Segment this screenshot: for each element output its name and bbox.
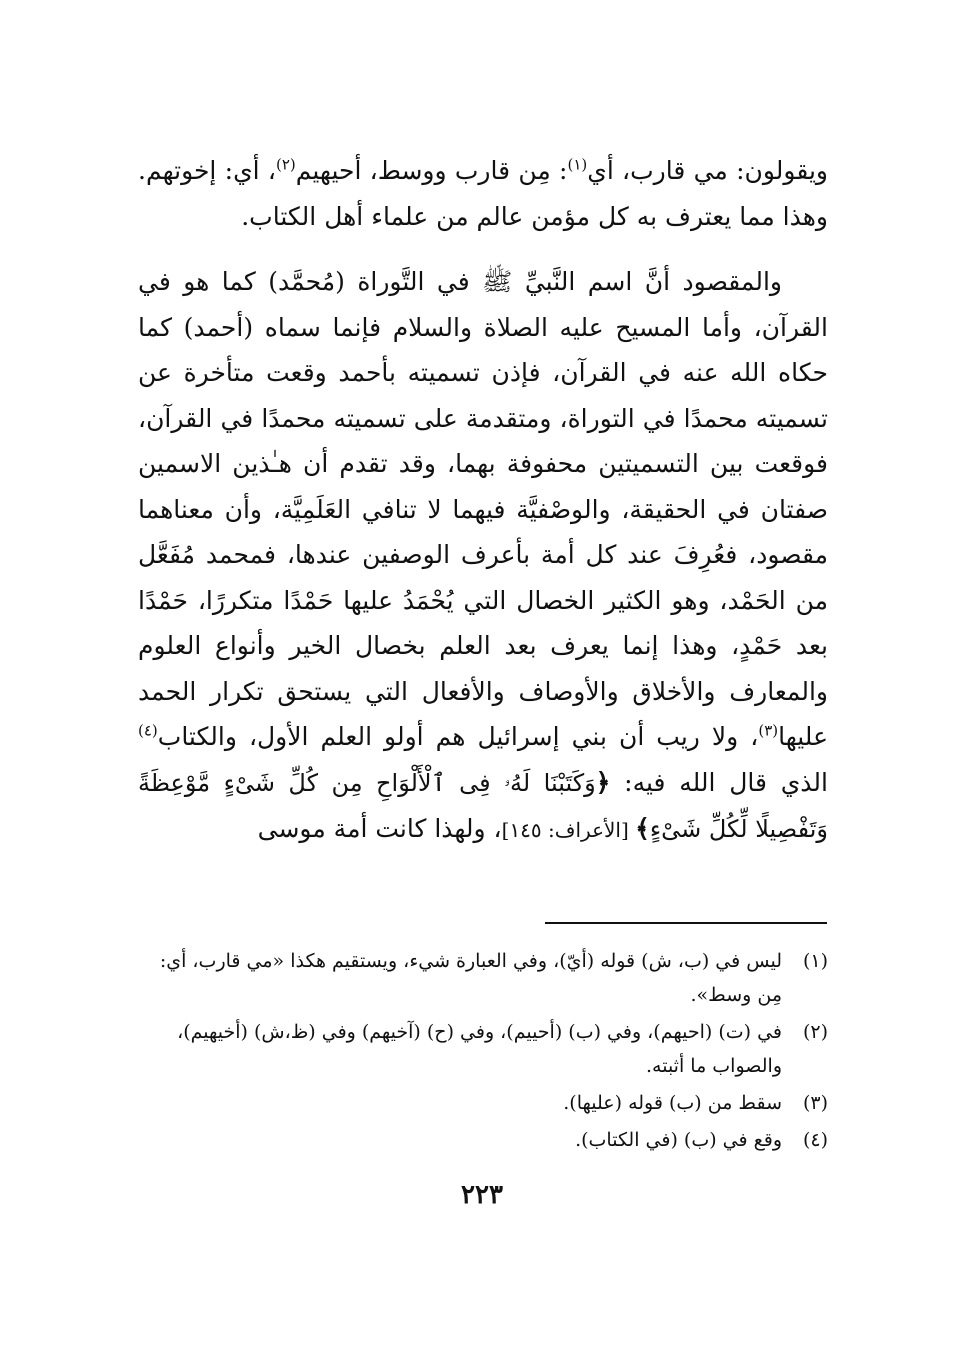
footnote-number: (٤) [802, 1129, 828, 1151]
quran-brace-open: ﴿ [595, 767, 611, 797]
footnote-text: وقع في (ب) (في الكتاب). [575, 1129, 782, 1151]
footnote-number: (٣) [802, 1092, 828, 1114]
footnotes [138, 944, 828, 1160]
text-run: الذي قال الله فيه: [610, 767, 828, 797]
footnote-ref-4: (٤) [138, 721, 158, 740]
quran-verse: وَكَتَبْنَا لَهُۥ فِى ٱلْأَلْوَاحِ مِن كُلِّ شَىْءٍ مَّوْعِظَةً وَتَفْصِيلًا لِّكُلِّ شَىْءٍ [138, 768, 828, 843]
text-run: : مِن قارب ووسط، أحيهيم [295, 156, 568, 185]
footnote-number: (١) [802, 950, 828, 972]
page-number: ٢٢٣ [461, 1180, 503, 1210]
text-run: والمقصود أنَّ اسم النَّبيِّ ﷺ في التَّوراة (مُحمَّد) كما هو في القرآن، وأما المسيح عليه الصلاة والسلام فإنما سماه (أحمد) كما حكاه الله عنه في القرآن، فإذن تسميته بأحمد وقعت متأخرة عن تسميته محمدًا في التوراة، ومتقدمة على تسميته محمدًا في القرآن، فوقعت بين التسميتين محفوفة بهما، وقد تقدم أن هـٰذين الاسمين صفتان في الحقيقة، والوصْفيَّة فيهما لا تنافي العَلَمِيَّة، وأن معناهما مقصود، فعُرِفَ عند كل أمة بأعرف الوصفين عندها، فمحمد مُفَعَّل من الحَمْد، وهو الكثير الخصال التي يُحْمَدُ عليها حَمْدًا متكررًا، حَمْدًا بعد حَمْدٍ، وهذا إنما يعرف بعد العلم بخصال الخير وأنواع العلوم والمعارف والأخلاق والأوصاف والأفعال التي يستحق تكرار الحمد عليها [138, 267, 828, 751]
footnote-number: (٢) [802, 1021, 828, 1043]
footnote-ref-3: (٣) [758, 721, 779, 740]
text-run: ويقولون: مي قارب، أي [587, 156, 829, 185]
footnote-4 [138, 1123, 828, 1157]
text-run: ، ولا ريب أن بني إسرائيل هم أولو العلم الأول، والكتاب [157, 722, 759, 751]
footnote-3 [138, 1086, 828, 1120]
footnote-text: في (ت) (احيهم)، وفي (ب) (أحييم)، وفي (ح) (آخيهم) وفي (ظ،ش) (أخيهيم)، والصواب ما أثبته. [177, 1021, 782, 1077]
footnote-text: ليس في (ب، ش) قوله (أيّ)، وفي العبارة شيء، ويستقيم هكذا «مي قارب، أي: مِن وسط». [159, 950, 782, 1006]
quran-brace-close: ﴾ [635, 814, 650, 843]
footnote-1 [138, 944, 828, 1012]
verse-citation: [الأعراف: ١٤٥] [501, 818, 636, 842]
footnote-ref-1: (١) [567, 155, 588, 174]
footnote-2 [138, 1015, 828, 1083]
main-text [138, 148, 828, 854]
text-run: ، ولهذا كانت أمة موسى [257, 814, 502, 843]
text-run: ، أي: إخوتهم. وهذا مما يعترف به كل مؤمن عالم من علماء أهل الكتاب. [138, 156, 828, 231]
footnote-ref-2: (٢) [275, 155, 296, 174]
footnote-separator [545, 922, 827, 924]
paragraph-2 [138, 259, 828, 854]
paragraph-1 [138, 148, 828, 239]
footnote-text: سقط من (ب) قوله (عليها). [563, 1092, 782, 1114]
